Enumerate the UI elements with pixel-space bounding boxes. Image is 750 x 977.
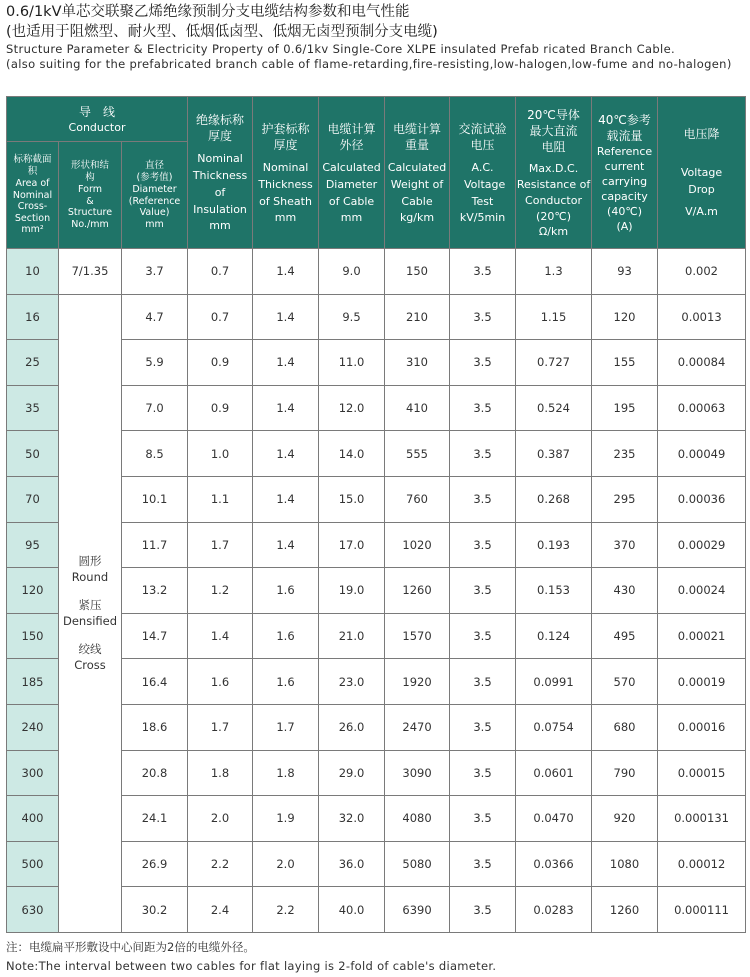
header-cable-diameter [319,97,385,249]
cell-cable-diameter: 23.0 [319,659,385,705]
header-conductor-cn: 导 线 [79,104,116,119]
header-diameter-en: Diameter (Reference Value) [128,184,181,218]
cell-voltage: 3.5 [450,340,516,386]
note-cn: 注：电缆扁平形敷设中心间距为2倍的电缆外径。 [6,940,255,954]
cell-insulation: 1.2 [188,568,253,614]
header-voltage-drop [658,97,746,249]
cell-cable-diameter: 32.0 [319,796,385,842]
cell-structure-merged [59,294,122,932]
header-voltage-drop-unit: V/A.m [685,205,718,218]
cell-resistance: 0.0283 [516,887,592,933]
cell-current: 295 [592,476,658,522]
cell-cable-diameter: 29.0 [319,750,385,796]
cell-weight: 310 [385,340,450,386]
structure-round-cn: 圆形 [78,554,102,569]
cell-current: 1260 [592,887,658,933]
cell-resistance: 0.124 [516,613,592,659]
table-row [7,294,746,340]
cell-sheath: 1.6 [253,613,319,659]
cell-diameter: 16.4 [122,659,188,705]
cell-insulation: 2.0 [188,796,253,842]
cell-section: 500 [7,841,59,887]
cell-section: 150 [7,613,59,659]
cell-section: 10 [7,249,59,295]
cell-sheath: 1.4 [253,249,319,295]
header-current-temp: (40℃) [607,204,642,218]
notes-block [6,937,746,975]
cell-cable-diameter: 19.0 [319,568,385,614]
cell-drop: 0.00049 [658,431,746,477]
cell-current: 235 [592,431,658,477]
header-weight [385,97,450,249]
cell-resistance: 0.153 [516,568,592,614]
cell-drop: 0.00036 [658,476,746,522]
cell-section: 400 [7,796,59,842]
cell-current: 370 [592,522,658,568]
cell-diameter: 5.9 [122,340,188,386]
cell-diameter: 4.7 [122,294,188,340]
cell-weight: 1020 [385,522,450,568]
cell-weight: 760 [385,476,450,522]
header-form-unit: No./mm [71,218,109,230]
title-en-line1: Structure Parameter & Electricity Property of 0.6/1kv Single-Core XLPE insulated Prefab ricated Branch Cable. [6,42,675,56]
cell-section: 120 [7,568,59,614]
header-resistance-temp: (20℃) [536,209,571,223]
cell-drop: 0.00019 [658,659,746,705]
cell-voltage: 3.5 [450,294,516,340]
cell-weight: 4080 [385,796,450,842]
header-voltage-drop-en: Voltage Drop [680,166,723,196]
header-insulation-cn: 绝缘标称厚度 [196,113,245,143]
cell-diameter: 7.0 [122,385,188,431]
note-en: Note:The interval between two cables for flat laying is 2-fold of cable's diameter. [6,959,497,973]
cell-sheath: 1.4 [253,294,319,340]
title-cn-line1: 0.6/1kV单芯交联聚乙烯绝缘预制分支电缆结构参数和电气性能 [6,4,410,20]
header-resistance-cn: 20℃导体最大直流电阻 [527,107,580,154]
cell-sheath: 1.9 [253,796,319,842]
cell-weight: 3090 [385,750,450,796]
cell-sheath: 1.4 [253,431,319,477]
header-current-cn: 40℃参考载流量 [598,112,651,143]
cell-drop: 0.00015 [658,750,746,796]
cell-diameter: 3.7 [122,249,188,295]
cell-voltage: 3.5 [450,750,516,796]
cell-resistance: 0.0754 [516,704,592,750]
cell-voltage: 3.5 [450,841,516,887]
header-current-unit: (A) [616,219,633,233]
structure-densified-cn: 紧压 [78,598,102,613]
cell-cable-diameter: 14.0 [319,431,385,477]
header-insulation [188,97,253,249]
cell-section: 70 [7,476,59,522]
cell-diameter: 24.1 [122,796,188,842]
cell-insulation: 1.1 [188,476,253,522]
cell-voltage: 3.5 [450,476,516,522]
cell-section: 630 [7,887,59,933]
spec-table-body [7,249,746,933]
header-conductor-en: Conductor [68,120,126,134]
cell-weight: 5080 [385,841,450,887]
header-section-cn: 标称截面积 [13,154,52,178]
cell-voltage: 3.5 [450,568,516,614]
cell-drop: 0.000111 [658,887,746,933]
cell-drop: 0.00063 [658,385,746,431]
cell-section: 300 [7,750,59,796]
cell-drop: 0.00016 [658,704,746,750]
cell-diameter: 13.2 [122,568,188,614]
cell-diameter: 18.6 [122,704,188,750]
cell-insulation: 2.4 [188,887,253,933]
cell-resistance: 0.0991 [516,659,592,705]
header-diameter [122,142,188,249]
header-insulation-en: Nominal Thickness of Insulation [192,152,248,216]
cell-drop: 0.000131 [658,796,746,842]
cell-drop: 0.0013 [658,294,746,340]
cell-drop: 0.00029 [658,522,746,568]
cell-sheath: 1.6 [253,568,319,614]
cell-cable-diameter: 12.0 [319,385,385,431]
structure-densified-en: Densified [62,614,118,629]
cell-sheath: 2.0 [253,841,319,887]
cell-drop: 0.00012 [658,841,746,887]
header-weight-cn: 电缆计算重量 [393,121,442,152]
table-row [7,249,746,295]
cell-section: 95 [7,522,59,568]
cell-resistance: 1.15 [516,294,592,340]
cell-section: 35 [7,385,59,431]
header-current [592,97,658,249]
header-cable-diameter-cn: 电缆计算外径 [327,121,376,152]
header-current-en: Reference current carrying capacity [596,144,653,203]
cell-drop: 0.002 [658,249,746,295]
cell-resistance: 0.0366 [516,841,592,887]
cell-drop: 0.00024 [658,568,746,614]
title-cn-line2: (也适用于阻燃型、耐火型、低烟低卤型、低烟无卤型预制分支电缆) [6,24,438,40]
cell-resistance: 0.524 [516,385,592,431]
header-resistance-en: Max.D.C. Resistance of Conductor [516,161,591,207]
cell-sheath: 1.4 [253,385,319,431]
cell-resistance: 0.727 [516,340,592,386]
cell-sheath: 1.4 [253,476,319,522]
cell-resistance: 0.193 [516,522,592,568]
cell-weight: 1570 [385,613,450,659]
header-diameter-cn2: (参考值) [136,172,173,183]
header-voltage-test-cn: 交流试验电压 [458,121,507,152]
cell-cable-diameter: 9.0 [319,249,385,295]
cell-current: 495 [592,613,658,659]
header-form-cn: 形状和结构 [70,160,109,183]
cell-sheath: 1.4 [253,522,319,568]
cell-voltage: 3.5 [450,659,516,705]
cell-current: 680 [592,704,658,750]
header-conductor [7,97,188,142]
cell-diameter: 11.7 [122,522,188,568]
cell-insulation: 1.7 [188,522,253,568]
cell-cable-diameter: 15.0 [319,476,385,522]
cell-voltage: 3.5 [450,613,516,659]
structure-round-en: Round [71,570,109,585]
cell-voltage: 3.5 [450,431,516,477]
cable-spec-table [6,96,746,933]
cell-cable-diameter: 17.0 [319,522,385,568]
header-form-en2: & [86,195,94,207]
cell-section: 240 [7,704,59,750]
cell-insulation: 0.9 [188,340,253,386]
cell-section: 185 [7,659,59,705]
cell-diameter: 26.9 [122,841,188,887]
cell-form: 7/1.35 [59,249,122,295]
structure-cross-en: Cross [74,658,106,673]
cell-current: 155 [592,340,658,386]
header-resistance-unit: Ω/km [538,224,569,238]
cell-insulation: 1.8 [188,750,253,796]
cell-sheath: 2.2 [253,887,319,933]
cell-voltage: 3.5 [450,887,516,933]
cell-weight: 555 [385,431,450,477]
cell-cable-diameter: 11.0 [319,340,385,386]
cell-insulation: 0.9 [188,385,253,431]
cell-current: 570 [592,659,658,705]
cell-resistance: 1.3 [516,249,592,295]
cell-sheath: 1.4 [253,340,319,386]
cell-resistance: 0.268 [516,476,592,522]
header-form [59,142,122,249]
cell-weight: 210 [385,294,450,340]
cell-insulation: 1.6 [188,659,253,705]
structure-cross-cn: 绞线 [78,642,102,657]
cell-insulation: 0.7 [188,249,253,295]
header-sheath-en: Nominal Thickness of Sheath [258,160,313,208]
header-form-en3: Structure [67,207,113,218]
cell-section: 50 [7,431,59,477]
header-section-en: Area of Nominal Cross-Section [12,178,53,224]
cell-sheath: 1.8 [253,750,319,796]
cell-section: 25 [7,340,59,386]
cell-insulation: 2.2 [188,841,253,887]
header-voltage-test [450,97,516,249]
header-section-unit: mm² [21,224,44,236]
cell-current: 920 [592,796,658,842]
header-weight-en: Calculated Weight of Cable [387,160,447,208]
cell-insulation: 1.4 [188,613,253,659]
header-sheath [253,97,319,249]
cell-weight: 1260 [385,568,450,614]
header-cable-diameter-en: Calculated Diameter of Cable [322,160,381,208]
cell-resistance: 0.387 [516,431,592,477]
cell-diameter: 14.7 [122,613,188,659]
cell-diameter: 30.2 [122,887,188,933]
cell-current: 120 [592,294,658,340]
cell-voltage: 3.5 [450,704,516,750]
header-section [7,142,59,249]
header-weight-unit: kg/km [399,210,435,224]
cell-current: 195 [592,385,658,431]
cell-cable-diameter: 40.0 [319,887,385,933]
cell-weight: 1920 [385,659,450,705]
header-sheath-cn: 护套标称厚度 [261,121,310,152]
cell-weight: 6390 [385,887,450,933]
cell-sheath: 1.6 [253,659,319,705]
cell-cable-diameter: 9.5 [319,294,385,340]
cell-voltage: 3.5 [450,249,516,295]
structure-label [59,641,121,673]
cell-weight: 2470 [385,704,450,750]
cell-diameter: 8.5 [122,431,188,477]
cell-insulation: 0.7 [188,294,253,340]
cell-cable-diameter: 36.0 [319,841,385,887]
header-voltage-drop-cn: 电压降 [683,127,720,141]
cell-resistance: 0.0601 [516,750,592,796]
header-diameter-cn1: 直径 [145,160,165,171]
title-block [6,2,746,72]
cell-drop: 0.00084 [658,340,746,386]
cell-cable-diameter: 26.0 [319,704,385,750]
header-form-en1: Form [78,184,102,195]
cell-weight: 150 [385,249,450,295]
cell-section: 16 [7,294,59,340]
cell-drop: 0.00021 [658,613,746,659]
structure-label [59,597,121,629]
cell-voltage: 3.5 [450,385,516,431]
header-insulation-unit: mm [209,219,231,232]
header-resistance [516,97,592,249]
cell-diameter: 20.8 [122,750,188,796]
cell-voltage: 3.5 [450,796,516,842]
cell-resistance: 0.0470 [516,796,592,842]
title-en-line2: (also suiting for the prefabricated branch cable of flame-retarding,fire-resisting,low-halogen,low-fume and no-halogen) [6,57,732,71]
header-voltage-test-en: A.C. Voltage Test [464,160,506,208]
cell-diameter: 10.1 [122,476,188,522]
cell-cable-diameter: 21.0 [319,613,385,659]
cell-insulation: 1.0 [188,431,253,477]
cell-current: 790 [592,750,658,796]
cell-current: 93 [592,249,658,295]
cell-current: 1080 [592,841,658,887]
cell-weight: 410 [385,385,450,431]
cell-current: 430 [592,568,658,614]
header-sheath-unit: mm [274,210,297,224]
header-diameter-unit: mm [145,218,164,230]
header-voltage-test-unit: kV/5min [459,210,506,224]
cell-voltage: 3.5 [450,522,516,568]
header-cable-diameter-unit: mm [340,210,363,224]
cell-insulation: 1.7 [188,704,253,750]
structure-label [59,553,121,585]
cell-sheath: 1.7 [253,704,319,750]
